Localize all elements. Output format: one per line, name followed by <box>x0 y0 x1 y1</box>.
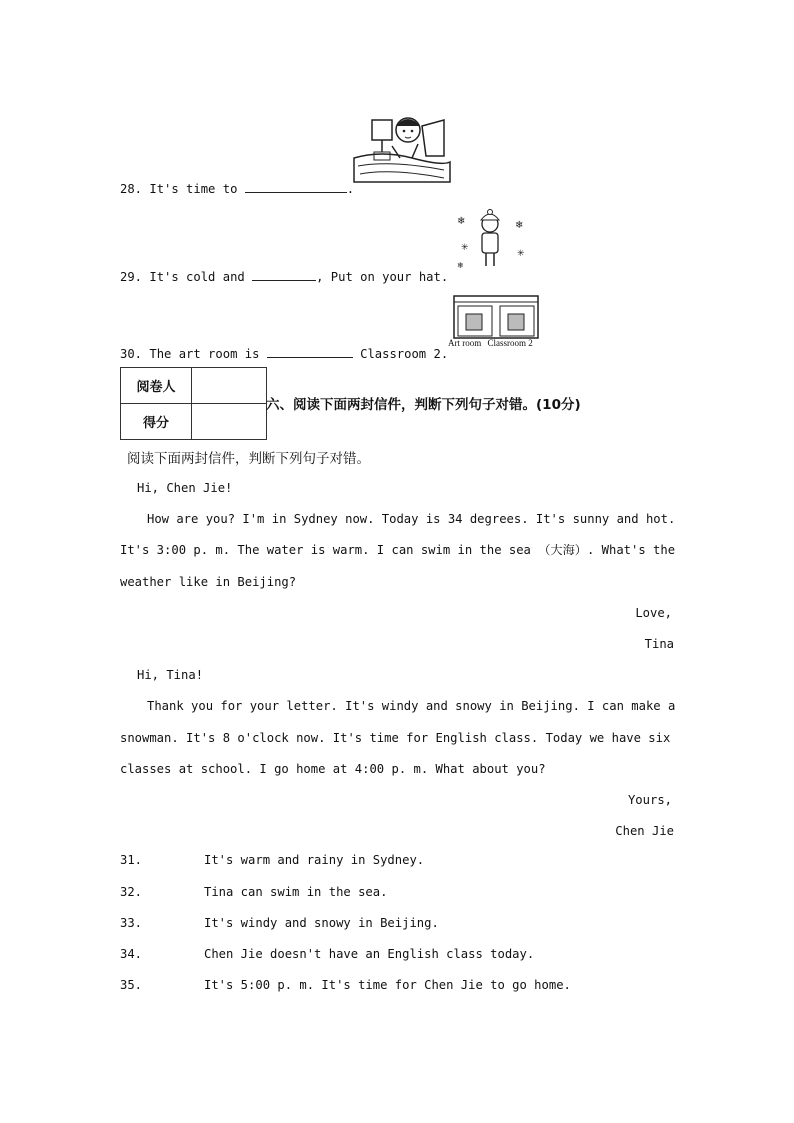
question-text: It's time to <box>149 182 245 196</box>
question-29 <box>120 268 448 284</box>
question-text: It's cold and <box>149 270 253 284</box>
letter1-line: weather like in Beijing? <box>120 575 297 589</box>
score-cell[interactable] <box>192 404 267 440</box>
answer-blank[interactable] <box>267 345 353 358</box>
svg-text:✳: ✳ <box>517 249 525 259</box>
letter1-signature: Tina <box>644 637 674 651</box>
question-number: 30. <box>120 347 143 361</box>
statement-number: 31. <box>120 853 143 867</box>
classroom-label: Classroom 2 <box>487 338 533 348</box>
question-text-end: Classroom 2. <box>352 347 449 361</box>
statement-text: It's warm and rainy in Sydney. <box>204 853 425 867</box>
letter2-line: classes at school. I go home at 4:00 p. m. What about you? <box>120 762 546 776</box>
question-text-end: , Put on your hat. <box>316 270 449 284</box>
svg-text:✳: ✳ <box>461 243 469 253</box>
letter2-closing: Yours, <box>627 793 672 807</box>
answer-blank[interactable] <box>245 180 347 193</box>
letter1-greeting: Hi, Chen Jie! <box>137 481 233 495</box>
svg-text:❄: ❄ <box>457 216 466 227</box>
question-text: The art room is <box>149 347 267 361</box>
letter2-signature: Chen Jie <box>615 824 674 838</box>
rooms-picture <box>446 294 546 352</box>
statement-text: Chen Jie doesn't have an English class today. <box>204 947 535 961</box>
score-label: 得分 <box>121 404 192 440</box>
letter1-line: How are you? I'm in Sydney now. Today is 34 degrees. It's sunny and hot. <box>147 512 676 526</box>
statement-number: 35. <box>120 978 143 992</box>
question-number: 29. <box>120 270 143 284</box>
letter2-line: Thank you for your letter. It's windy and snowy in Beijing. I can make a <box>147 699 676 713</box>
letter1-line: It's 3:00 p. m. The water is warm. I can swim in the sea （大海）. What's the <box>120 543 676 557</box>
svg-text:❄: ❄ <box>515 220 524 231</box>
rooms-drawing <box>446 294 546 340</box>
statement-text: It's 5:00 p. m. It's time for Chen Jie to go home. <box>204 978 571 992</box>
bed-picture <box>352 112 452 184</box>
svg-text:❄: ❄ <box>457 261 464 270</box>
question-28 <box>120 180 354 196</box>
letter2-greeting: Hi, Tina! <box>137 668 204 682</box>
score-table <box>120 367 267 440</box>
letter1-closing: Love, <box>635 606 672 620</box>
section-heading: 六、阅读下面两封信件，判断下列句子对错。(10分) <box>266 397 581 413</box>
question-30 <box>120 345 448 361</box>
reviewer-cell[interactable] <box>192 368 267 404</box>
statement-text: It's windy and snowy in Beijing. <box>204 916 439 930</box>
statement-text: Tina can swim in the sea. <box>204 885 388 899</box>
section-instruction: 阅读下面两封信件，判断下列句子对错。 <box>127 451 370 467</box>
statement-number: 34. <box>120 947 143 961</box>
statement-number: 33. <box>120 916 143 930</box>
reviewer-label: 阅卷人 <box>121 368 192 404</box>
answer-blank[interactable] <box>252 268 316 281</box>
art-room-label: Art room <box>448 338 482 348</box>
question-text-end: . <box>346 182 355 196</box>
question-number: 28. <box>120 182 143 196</box>
statement-number: 32. <box>120 885 143 899</box>
letter2-line: snowman. It's 8 o'clock now. It's time for English class. Today we have six <box>120 731 671 745</box>
cold-girl-picture <box>453 208 535 274</box>
